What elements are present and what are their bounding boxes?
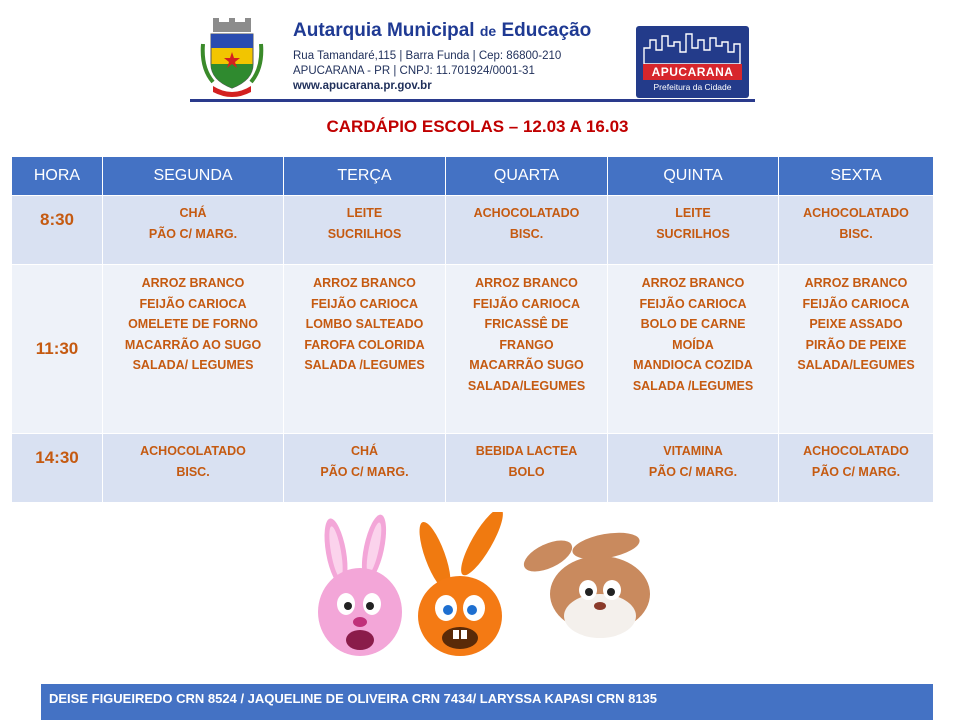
menu-cell <box>446 265 608 434</box>
menu-item: MOÍDA <box>672 337 714 352</box>
skyline-icon <box>636 26 749 66</box>
menu-item: PÃO C/ MARG. <box>320 464 409 479</box>
menu-item: FRANGO <box>499 337 554 352</box>
header-hora: HORA <box>12 157 103 196</box>
menu-cell <box>608 434 779 503</box>
menu-item: PÃO C/ MARG. <box>811 464 901 479</box>
table-row <box>12 196 934 265</box>
menu-cell <box>779 434 934 503</box>
menu-cell <box>608 265 779 434</box>
menu-item: FEIJÃO CARIOCA <box>139 296 247 311</box>
menu-item: SALADA/ LEGUMES <box>132 358 254 372</box>
menu-item: SALADA/LEGUMES <box>467 378 586 393</box>
menu-item: VITAMINA <box>663 444 723 458</box>
menu-item: ACHOCOLATADO <box>140 444 246 458</box>
brown-bunny-icon <box>519 528 650 638</box>
menu-cell <box>446 196 608 265</box>
menu-cell <box>779 265 934 434</box>
menu-item: PEIXE ASSADO <box>809 317 903 331</box>
menu-item: SUCRILHOS <box>327 226 402 241</box>
menu-item: MACARRÃO SUGO <box>469 358 584 372</box>
menu-table <box>11 156 934 503</box>
menu-item: SUCRILHOS <box>656 226 730 241</box>
menu-item: FEIJÃO CARIOCA <box>639 296 747 311</box>
menu-item: ACHOCOLATADO <box>473 206 580 220</box>
institution-address: Rua Tamandaré,115 | Barra Funda | Cep: 86800-210 <box>293 50 562 62</box>
header-quarta: QUARTA <box>446 157 608 196</box>
menu-item: BISC. <box>839 226 873 241</box>
menu-item: PÃO C/ MARG. <box>648 464 738 479</box>
menu-item: LEITE <box>346 206 383 220</box>
menu-item: BISC. <box>509 226 544 241</box>
hour-cell: 8:30 <box>12 196 103 265</box>
menu-item: ARROZ BRANCO <box>475 276 578 290</box>
menu-item: ARROZ BRANCO <box>313 276 416 290</box>
institution-title: Autarquia Municipal de Educação <box>293 20 592 41</box>
header-quinta: QUINTA <box>608 157 779 196</box>
menu-item: OMELETE DE FORNO <box>128 317 258 331</box>
header-divider <box>190 99 755 102</box>
city-logo <box>636 26 749 98</box>
header-segunda: SEGUNDA <box>103 157 284 196</box>
menu-item: SALADA /LEGUMES <box>304 358 425 372</box>
menu-cell <box>103 434 284 503</box>
menu-item: PÃO C/ MARG. <box>148 226 238 241</box>
menu-item: ACHOCOLATADO <box>803 206 909 220</box>
menu-cell <box>284 265 446 434</box>
table-row <box>12 434 934 503</box>
menu-item: LEITE <box>675 206 711 220</box>
menu-item: ARROZ BRANCO <box>804 276 908 290</box>
menu-cell <box>446 434 608 503</box>
header-terca: TERÇA <box>284 157 446 196</box>
menu-item: SALADA /LEGUMES <box>632 378 754 393</box>
menu-item: MANDIOCA COZIDA <box>633 358 753 372</box>
institution-website: www.apucarana.pr.gov.br <box>293 80 432 92</box>
header-sexta: SEXTA <box>779 157 934 196</box>
menu-item: BISC. <box>176 464 210 479</box>
menu-item: CHÁ <box>179 206 207 220</box>
table-row <box>12 265 934 434</box>
municipal-crest-icon <box>199 18 265 98</box>
menu-item: ACHOCOLATADO <box>803 444 909 458</box>
menu-cell <box>284 434 446 503</box>
menu-item: FAROFA COLORIDA <box>304 337 425 352</box>
institution-cnpj: APUCARANA - PR | CNPJ: 11.701924/0001-31 <box>293 65 535 77</box>
menu-cell <box>284 196 446 265</box>
hour-cell: 11:30 <box>12 265 103 434</box>
footer-nutritionists: DEISE FIGUEIREDO CRN 8524 / JAQUELINE DE OLIVEIRA CRN 7434/ LARYSSA KAPASI CRN 8135 <box>49 691 658 706</box>
menu-item: ARROZ BRANCO <box>141 276 245 290</box>
menu-item: FEIJÃO CARIOCA <box>473 296 580 311</box>
pink-bunny-icon <box>318 513 402 656</box>
menu-item: BOLO DE CARNE <box>640 317 746 331</box>
menu-item: BEBIDA LACTEA <box>475 444 578 458</box>
menu-item: MACARRÃO AO SUGO <box>124 337 262 352</box>
hour-cell: 14:30 <box>12 434 103 503</box>
menu-item: SALADA/LEGUMES <box>797 358 915 372</box>
bunnies-illustration <box>310 512 660 672</box>
menu-cell <box>103 265 284 434</box>
menu-item: ARROZ BRANCO <box>641 276 745 290</box>
table-header-row <box>12 157 934 196</box>
orange-bunny-icon <box>413 512 509 656</box>
menu-item: BOLO <box>508 464 545 479</box>
menu-item: FEIJÃO CARIOCA <box>802 296 910 311</box>
menu-cell <box>779 196 934 265</box>
menu-cell <box>103 196 284 265</box>
logo-subtitle: Prefeitura da Cidade <box>653 82 732 92</box>
logo-name: APUCARANA <box>643 64 742 80</box>
menu-item: LOMBO SALTEADO <box>305 317 424 331</box>
menu-cell <box>608 196 779 265</box>
menu-item: CHÁ <box>350 444 379 458</box>
menu-item: FRICASSÊ DE <box>484 317 569 331</box>
menu-title: CARDÁPIO ESCOLAS – 12.03 A 16.03 <box>326 117 629 136</box>
menu-item: PIRÃO DE PEIXE <box>805 337 907 352</box>
menu-item: FEIJÃO CARIOCA <box>311 296 418 311</box>
